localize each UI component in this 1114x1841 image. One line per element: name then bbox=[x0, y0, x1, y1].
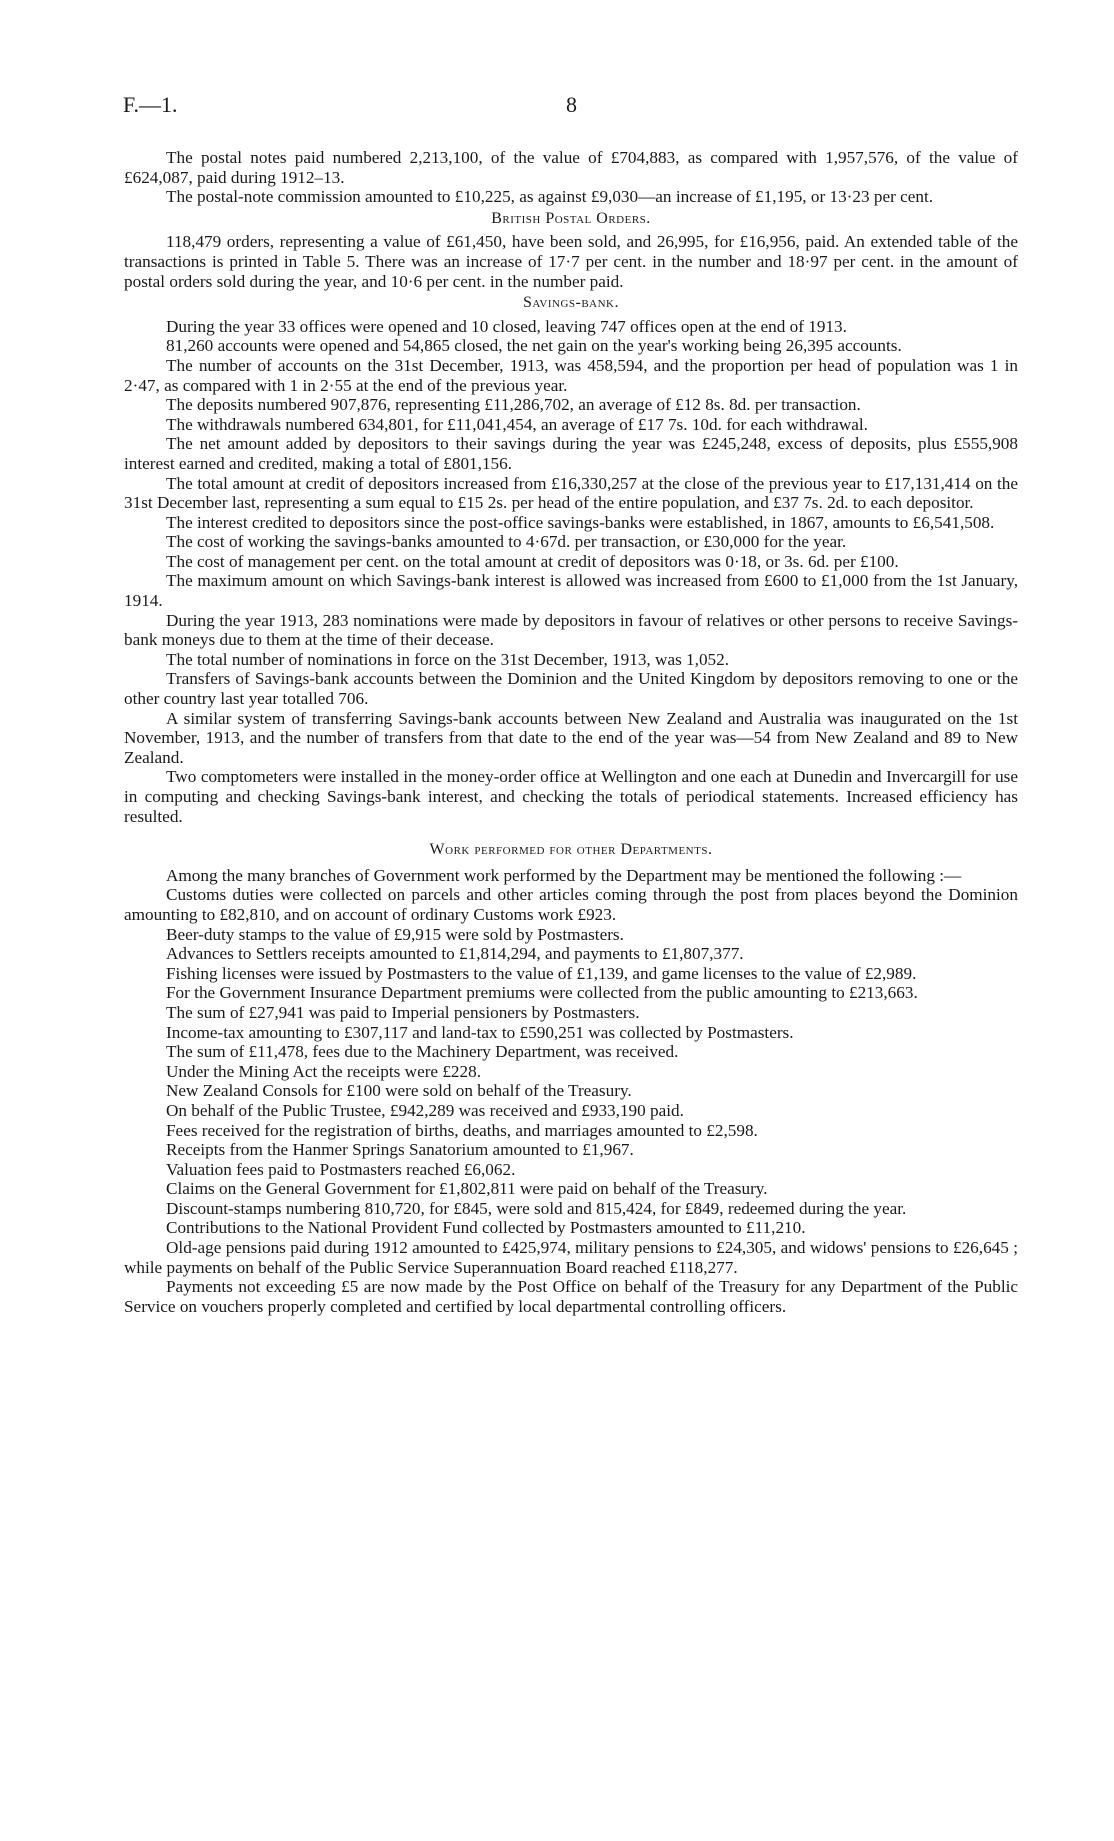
paragraph: The maximum amount on which Savings-bank interest is allowed was increased from £600 to £1,000 from the 1st January, 1914. bbox=[124, 571, 1018, 611]
paragraph: Fees received for the registration of births, deaths, and marriages amounted to £2,598. bbox=[166, 1120, 758, 1140]
paragraph: Advances to Settlers receipts amounted to £1,814,294, and payments to £1,807,377. bbox=[166, 944, 744, 964]
paragraph: Among the many branches of Government work performed by the Department may be mentioned the following :— bbox=[166, 865, 962, 885]
paragraph: New Zealand Consols for £100 were sold on behalf of the Treasury. bbox=[166, 1081, 632, 1101]
paragraph: The cost of working the savings-banks amounted to 4·67d. per transaction, or £30,000 for the year. bbox=[166, 532, 847, 552]
paragraph: During the year 1913, 283 nominations were made by depositors in favour of relatives or other persons to receive Savings-bank moneys due to them at the time of their decease. bbox=[124, 610, 1018, 650]
paragraph: Valuation fees paid to Postmasters reached £6,062. bbox=[166, 1159, 516, 1179]
paragraph: Beer-duty stamps to the value of £9,915 were sold by Postmasters. bbox=[166, 924, 624, 944]
paragraph: The total number of nominations in force on the 31st December, 1913, was 1,052. bbox=[166, 649, 730, 669]
paragraph: 81,260 accounts were opened and 54,865 closed, the net gain on the year's working being 26,395 accounts. bbox=[166, 336, 902, 356]
paragraph: The sum of £27,941 was paid to Imperial pensioners by Postmasters. bbox=[166, 1002, 640, 1022]
paragraph: Under the Mining Act the receipts were £228. bbox=[166, 1061, 482, 1081]
paragraph: The sum of £11,478, fees due to the Machinery Department, was received. bbox=[166, 1042, 679, 1062]
paragraph: The total amount at credit of depositors increased from £16,330,257 at the close of the previous year to £17,131,414 on the 31st December last, representing a sum equal to £15 2s. per head of the entire population, and £37 7s. 2d. to each depositor. bbox=[124, 473, 1018, 513]
paragraph: Receipts from the Hanmer Springs Sanatorium amounted to £1,967. bbox=[166, 1140, 634, 1160]
paragraph: The number of accounts on the 31st December, 1913, was 458,594, and the proportion per head of population was 1 in 2·47, as compared with 1 in 2·55 at the end of the previous year. bbox=[124, 355, 1018, 395]
paragraph: 118,479 orders, representing a value of £61,450, have been sold, and 26,995, for £16,956, paid. An extended table of the transactions is printed in Table 5. There was an increase of 17·7 per cent. in the number and 18·97 per cent. in the amount of postal orders sold during the year, and 10·6 per cent. in the number paid. bbox=[124, 232, 1018, 291]
paragraph: Payments not exceeding £5 are now made by the Post Office on behalf of the Treasury for any Department of the Public Service on vouchers properly completed and certified by local departmental controlling officers. bbox=[124, 1277, 1018, 1316]
paragraph: The postal notes paid numbered 2,213,100, of the value of £704,883, as compared with 1,957,576, of the value of £624,087, paid during 1912–13. bbox=[124, 148, 1018, 187]
section-heading-savings-bank: Savings-bank. bbox=[522, 294, 620, 312]
paragraph: During the year 33 offices were opened and 10 closed, leaving 747 offices open at the end of 1913. bbox=[166, 316, 847, 336]
paragraph: Income-tax amounting to £307,117 and land-tax to £590,251 was collected by Postmasters. bbox=[166, 1022, 794, 1042]
paragraph: On behalf of the Public Trustee, £942,289 was received and £933,190 paid. bbox=[166, 1100, 684, 1120]
paragraph: Old-age pensions paid during 1912 amounted to £425,974, military pensions to £24,305, and widows' pensions to £26,645 ; while payments on behalf of the Public Service Superannuation Board reached £118,277. bbox=[124, 1238, 1018, 1277]
paragraph: For the Government Insurance Department premiums were collected from the public amounting to £213,663. bbox=[166, 983, 918, 1003]
section-heading-british-postal-orders: British Postal Orders. bbox=[491, 209, 651, 227]
paragraph: Claims on the General Government for £1,802,811 were paid on behalf of the Treasury. bbox=[166, 1179, 768, 1199]
paragraph: The interest credited to depositors since the post-office savings-banks were established, in 1867, amounts to £6,541,508. bbox=[166, 512, 995, 532]
paragraph: The cost of management per cent. on the total amount at credit of depositors was 0·18, or 3s. 6d. per £100. bbox=[166, 551, 899, 571]
paragraph: Transfers of Savings-bank accounts between the Dominion and the United Kingdom by depositors removing to one or the other country last year totalled 706. bbox=[124, 669, 1018, 709]
paragraph: Customs duties were collected on parcels and other articles coming through the post from places beyond the Dominion amounting to £82,810, and on account of ordinary Customs work £923. bbox=[124, 885, 1018, 924]
paragraph: Two comptometers were installed in the money-order office at Wellington and one each at Dunedin and Invercargill for use in computing and checking Savings-bank interest, and checking the totals of periodical statements. Increased efficiency has resulted. bbox=[124, 767, 1018, 826]
paragraph: The withdrawals numbered 634,801, for £11,041,454, an average of £17 7s. 10d. for each withdrawal. bbox=[166, 414, 868, 434]
section-heading-work-performed: Work performed for other Departments. bbox=[429, 841, 713, 859]
paragraph: The postal-note commission amounted to £10,225, as against £9,030—an increase of £1,195, or 13·23 per cent. bbox=[166, 187, 934, 207]
paragraph: Contributions to the National Provident Fund collected by Postmasters amounted to £11,210. bbox=[166, 1218, 806, 1238]
paragraph: A similar system of transferring Savings-bank accounts between New Zealand and Australia was inaugurated on the 1st November, 1913, and the number of transfers from that date to the end of the year was—54 from New Zealand and 89 to New Zealand. bbox=[124, 708, 1018, 767]
document-reference: F.—1. bbox=[123, 92, 178, 117]
paragraph: Discount-stamps numbering 810,720, for £845, were sold and 815,424, for £849, redeemed during the year. bbox=[166, 1198, 907, 1218]
paragraph: The deposits numbered 907,876, representing £11,286,702, an average of £12 8s. 8d. per transaction. bbox=[166, 395, 861, 415]
paragraph: The net amount added by depositors to their savings during the year was £245,248, excess of deposits, plus £555,908 interest earned and credited, making a total of £801,156. bbox=[124, 434, 1018, 473]
paragraph: Fishing licenses were issued by Postmasters to the value of £1,139, and game licenses to the value of £2,989. bbox=[166, 963, 917, 983]
page-number: 8 bbox=[566, 92, 577, 117]
document-body bbox=[124, 148, 1018, 1316]
